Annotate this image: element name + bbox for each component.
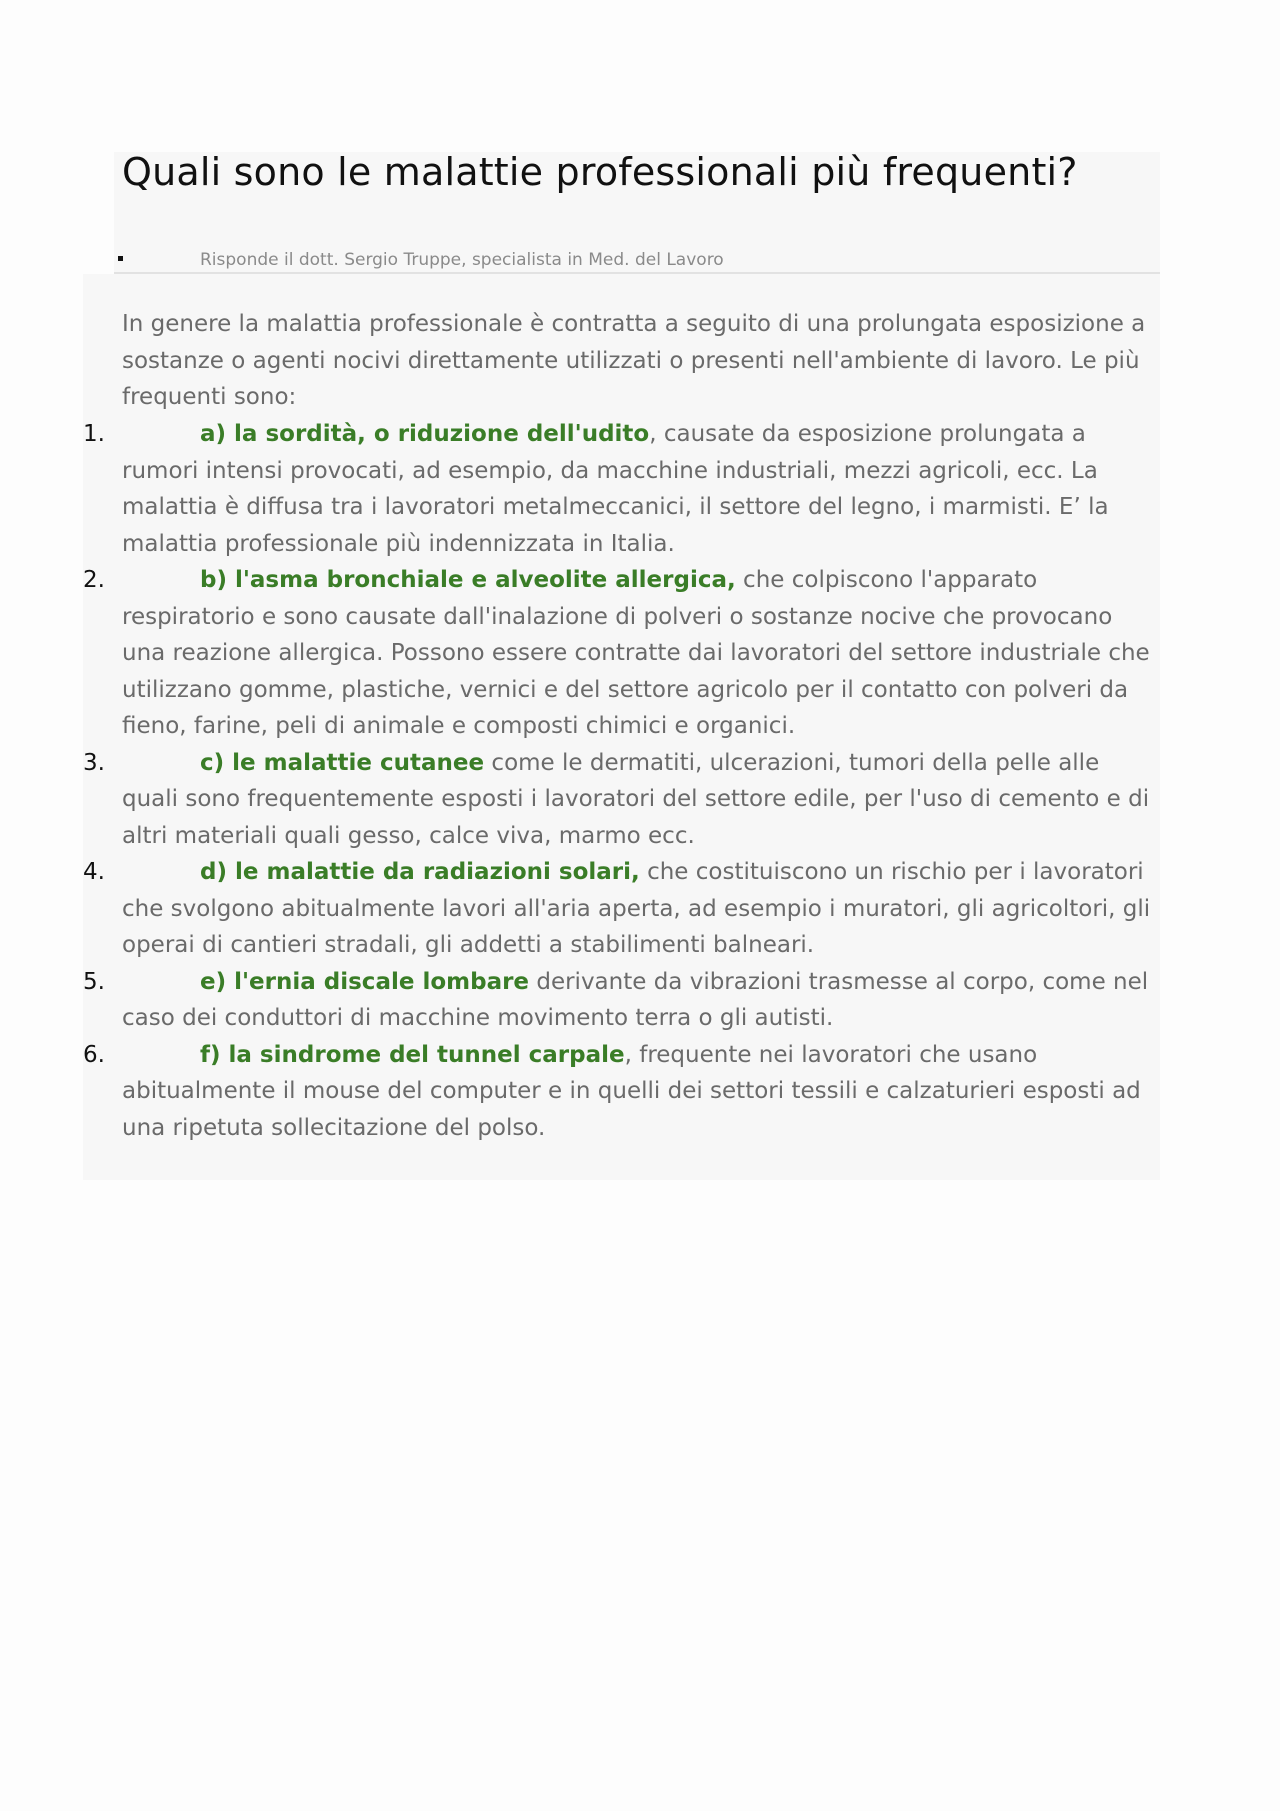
list-item-number: 6. <box>83 1041 105 1068</box>
list-item-highlight: c) le malattie cutanee <box>200 749 485 776</box>
list-item-number: 4. <box>83 859 105 885</box>
list-item-highlight: b) l'asma bronchiale e alveolite allergica, <box>200 567 736 593</box>
list-item <box>83 416 1160 562</box>
list-item-text: che colpiscono l'apparato respiratorio e sono causate dall'inalazione di polveri o sostanze nocive che provocano una reazione allergica. Possono essere contratte dai lavoratori del settore industriale che utilizzano gomme, plastiche, vernici e del settore agricolo per il contatto con polveri da fieno, farine, peli di animale e composti chimici e organici. <box>122 567 1150 739</box>
list-item-text: , causate da esposizione prolungata a rumori intensi provocati, ad esempio, da macchine industriali, mezzi agricoli, ecc. La malattia è diffusa tra i lavoratori metalmeccanici, il settore del legno, i marmisti. E’ la malattia professionale più indennizzata in Italia. <box>122 421 1109 557</box>
page-title: Quali sono le malattie professionali più frequenti? <box>122 150 1078 194</box>
byline-text: Risponde il dott. Sergio Truppe, specialista in Med. del Lavoro <box>200 250 724 270</box>
list-item-number: 2. <box>83 567 105 593</box>
list-item <box>83 745 1160 855</box>
list-item <box>83 964 1160 1037</box>
intro-paragraph: In genere la malattia professionale è contratta a seguito di una prolungata esposizione a sostanze o agenti nocivi direttamente utilizzati o presenti nell'ambiente di lavoro. Le più frequenti sono: <box>122 311 1146 410</box>
byline-row <box>114 246 1160 274</box>
list-item-number: 3. <box>83 749 105 776</box>
list-item-content <box>122 964 1160 1037</box>
list-item-content <box>122 854 1160 964</box>
list-item <box>83 562 1160 745</box>
list-item-number: 5. <box>83 968 105 995</box>
list-item-number: 1. <box>83 421 105 447</box>
list-item <box>83 854 1160 964</box>
list-item-content <box>122 562 1160 745</box>
list-item-highlight: e) l'ernia discale lombare <box>200 968 530 995</box>
list-item-highlight: a) la sordità, o riduzione dell'udito <box>200 421 650 447</box>
list-item-content <box>122 1037 1160 1147</box>
list-item-text: derivante da vibrazioni trasmesse al corpo, come nel caso dei conduttori di macchine movimento terra o gli autisti. <box>122 968 1149 1031</box>
bullet-icon <box>118 256 123 261</box>
list-item-highlight: d) le malattie da radiazioni solari, <box>200 859 640 885</box>
list-item-text: , frequente nei lavoratori che usano abitualmente il mouse del computer e in quelli dei settori tessili e calzaturieri esposti ad una ripetuta sollecitazione del polso. <box>122 1041 1141 1141</box>
list-item-text: che costituiscono un rischio per i lavoratori che svolgono abitualmente lavori all'aria aperta, ad esempio i muratori, gli agricoltori, gli operai di cantieri stradali, gli addetti a stabilimenti balneari. <box>122 859 1151 958</box>
list-item <box>83 1037 1160 1147</box>
list-item-content <box>122 745 1160 855</box>
list-item-text: come le dermatiti, ulcerazioni, tumori della pelle alle quali sono frequentemente esposti i lavoratori del settore edile, per l'uso di cemento e di altri materiali quali gesso, calce viva, marmo ecc. <box>122 749 1150 849</box>
list-item-content <box>122 416 1160 562</box>
disease-list <box>83 416 1160 1146</box>
list-item-highlight: f) la sindrome del tunnel carpale <box>200 1041 625 1068</box>
